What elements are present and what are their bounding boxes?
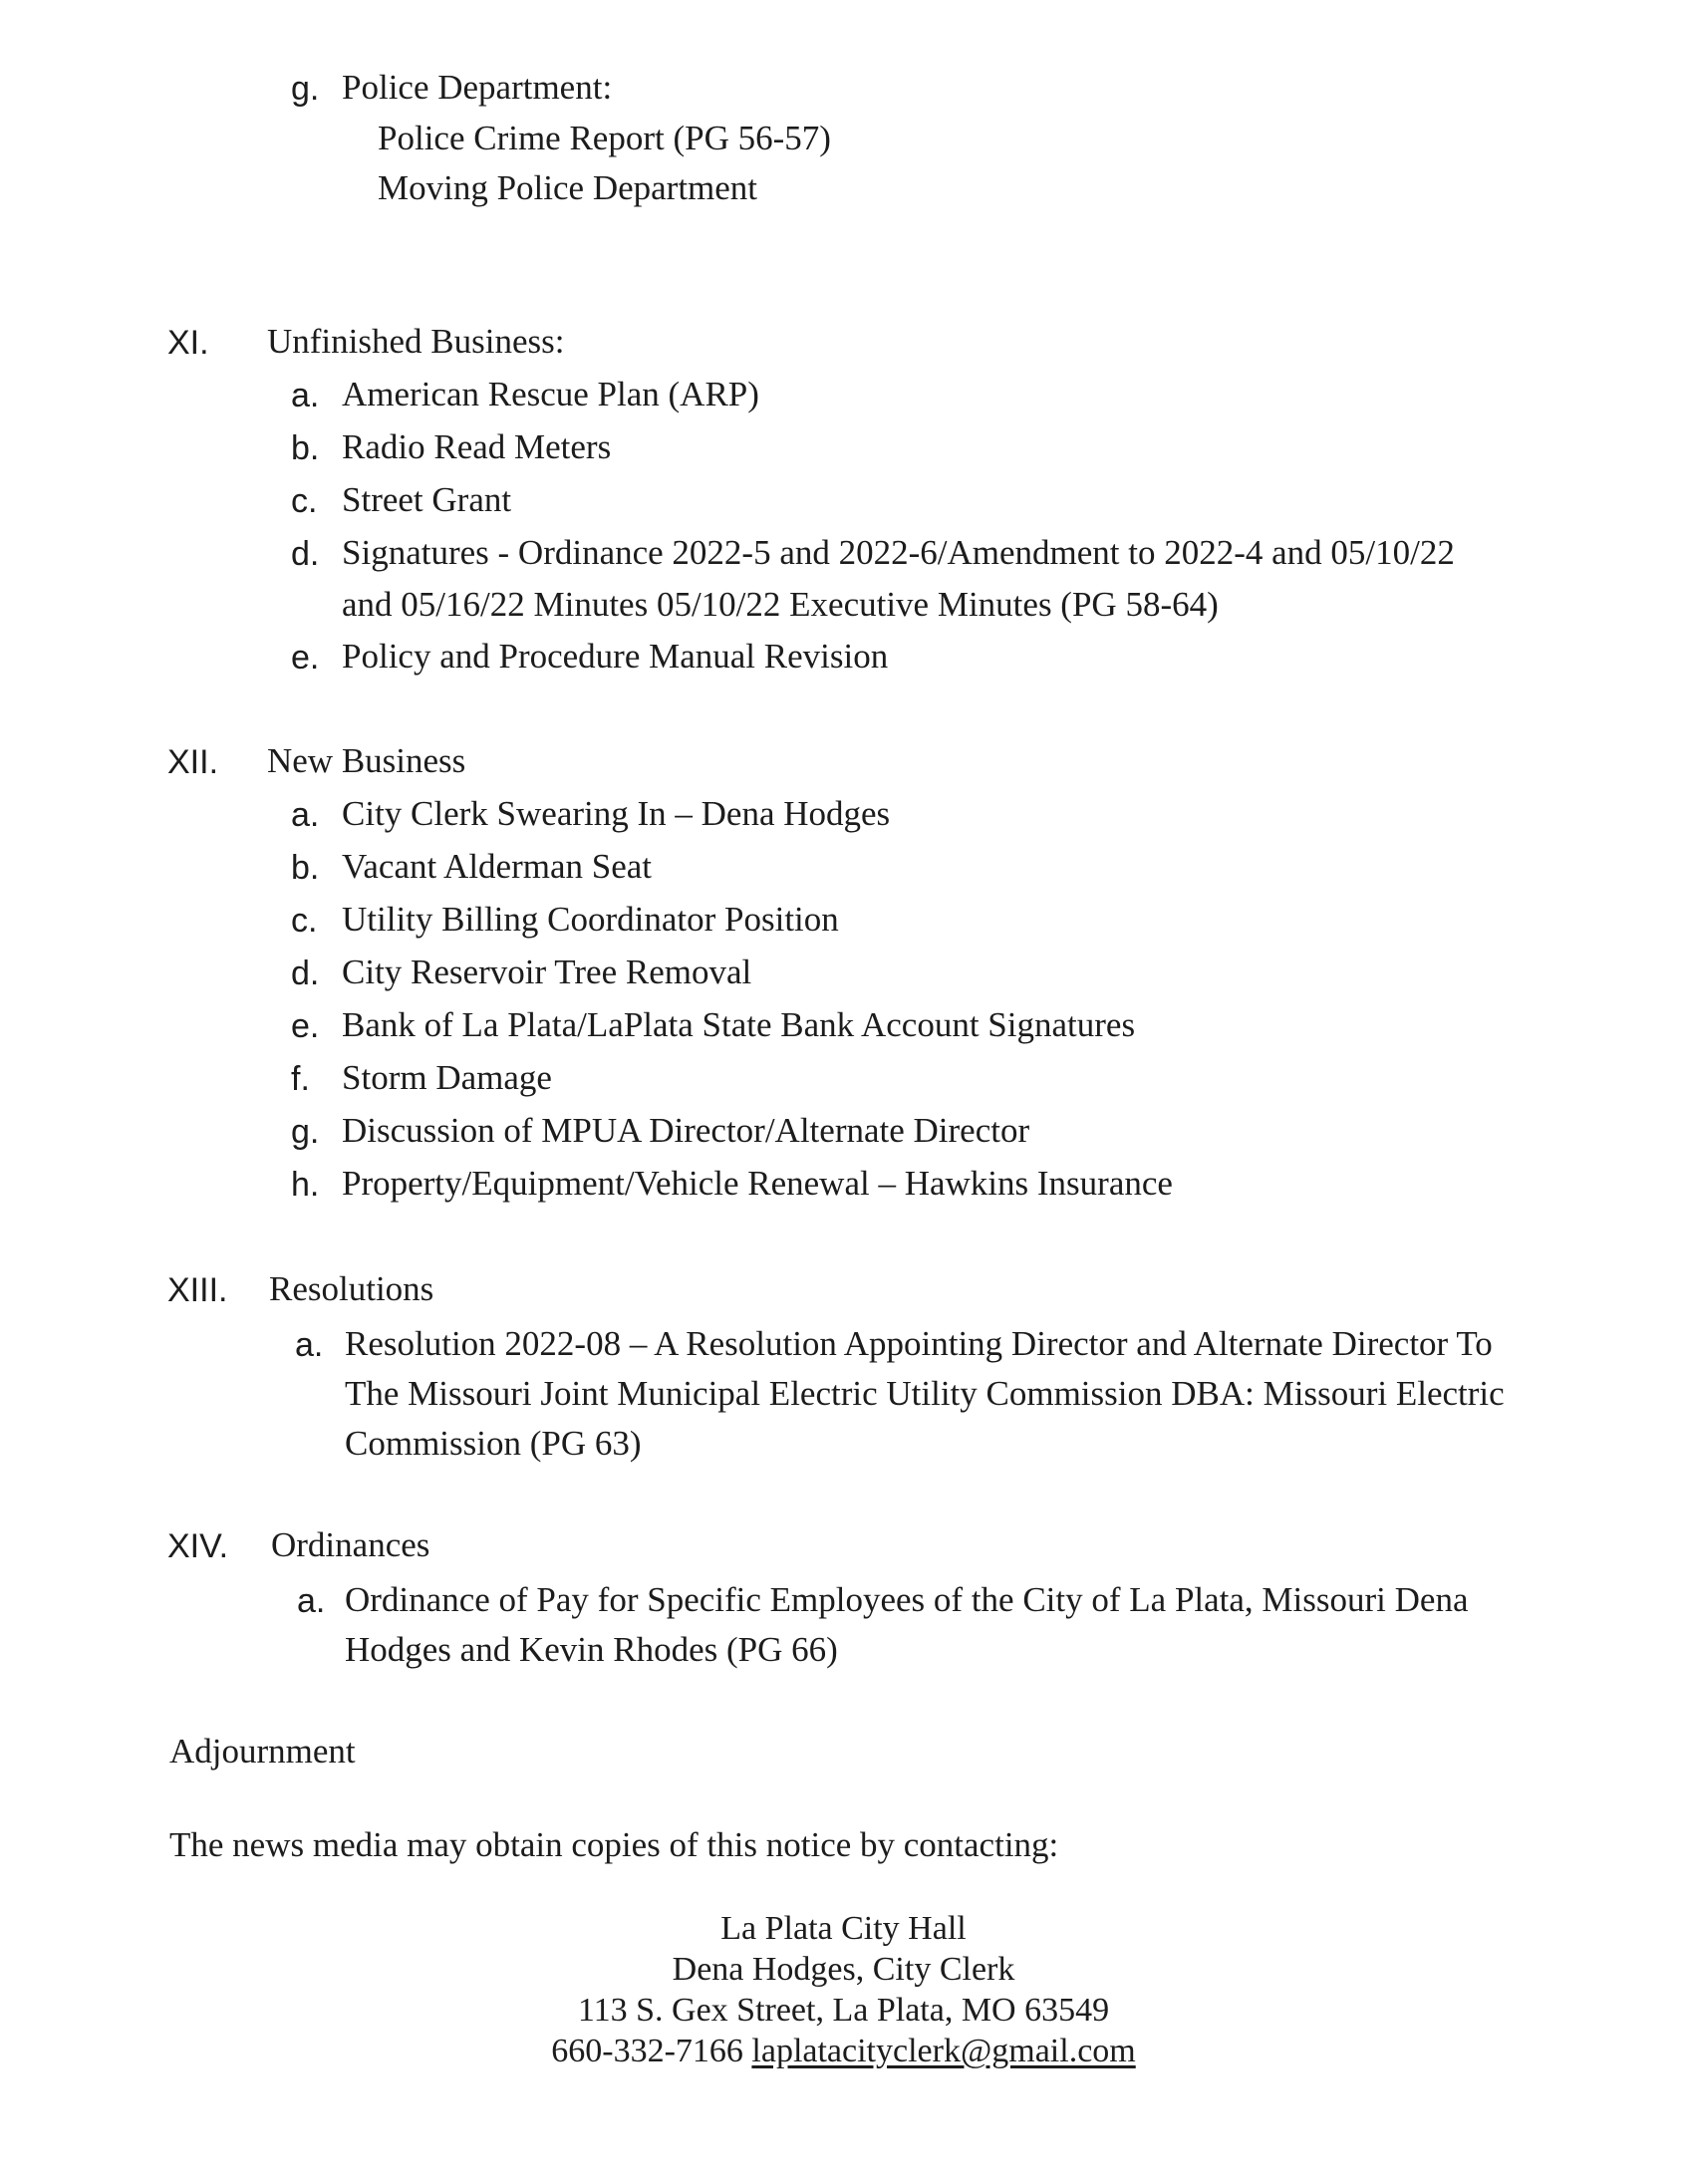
item-letter: a.	[291, 796, 320, 834]
section-numeral: XI.	[167, 324, 209, 362]
agenda-item-continuation: The Missouri Joint Municipal Electric Utility Commission DBA: Missouri Electric	[345, 1374, 1505, 1413]
agenda-item-continuation: Commission (PG 63)	[345, 1424, 642, 1463]
section-title-unfinished-business: Unfinished Business:	[267, 322, 565, 361]
item-letter: g.	[291, 70, 320, 108]
item-letter: h.	[291, 1166, 320, 1204]
item-letter: a.	[297, 1582, 326, 1620]
item-letter: e.	[291, 639, 320, 677]
section-numeral: XII.	[167, 743, 219, 781]
police-subitem: Moving Police Department	[378, 168, 758, 207]
contact-address: 113 S. Gex Street, La Plata, MO 63549	[577, 1992, 1110, 2029]
item-letter: c.	[291, 482, 318, 520]
police-department-title: Police Department:	[342, 68, 613, 107]
agenda-item: Property/Equipment/Vehicle Renewal – Hawkins Insurance	[342, 1164, 1173, 1203]
police-subitem: Police Crime Report (PG 56-57)	[378, 119, 831, 157]
agenda-item-continuation: and 05/16/22 Minutes 05/10/22 Executive Minutes (PG 58-64)	[342, 585, 1219, 624]
section-numeral: XIII.	[167, 1271, 228, 1309]
item-letter: g.	[291, 1113, 320, 1151]
agenda-item: Policy and Procedure Manual Revision	[342, 637, 889, 676]
section-title-new-business: New Business	[267, 741, 466, 780]
agenda-item: City Reservoir Tree Removal	[342, 953, 752, 991]
agenda-item-continuation: Hodges and Kevin Rhodes (PG 66)	[345, 1630, 838, 1669]
item-letter: a.	[295, 1326, 324, 1364]
agenda-item: Utility Billing Coordinator Position	[342, 900, 839, 939]
section-title-ordinances: Ordinances	[271, 1525, 430, 1564]
section-numeral: XIV.	[167, 1527, 229, 1565]
item-letter: d.	[291, 535, 320, 573]
contact-phone: 660-332-7166	[551, 2033, 743, 2069]
adjournment: Adjournment	[169, 1732, 356, 1771]
item-letter: b.	[291, 429, 320, 467]
contact-email-link[interactable]: laplatacityclerk@gmail.com	[751, 2033, 1136, 2069]
item-letter: e.	[291, 1007, 320, 1045]
agenda-item: Radio Read Meters	[342, 427, 612, 466]
section-title-resolutions: Resolutions	[269, 1269, 434, 1308]
agenda-item: Street Grant	[342, 480, 512, 519]
item-letter: f.	[291, 1060, 310, 1098]
item-letter: c.	[291, 902, 318, 940]
agenda-item: Storm Damage	[342, 1058, 552, 1097]
item-letter: b.	[291, 849, 320, 887]
agenda-item: Bank of La Plata/LaPlata State Bank Account Signatures	[342, 1005, 1136, 1044]
agenda-item: Vacant Alderman Seat	[342, 847, 653, 886]
contact-name: Dena Hodges, City Clerk	[672, 1951, 1015, 1988]
agenda-item: Ordinance of Pay for Specific Employees of the City of La Plata, Missouri Dena	[345, 1580, 1469, 1619]
contact-office: La Plata City Hall	[720, 1910, 967, 1947]
agenda-item: American Rescue Plan (ARP)	[342, 375, 759, 413]
agenda-item: Resolution 2022-08 – A Resolution Appointing Director and Alternate Director To	[345, 1324, 1493, 1363]
item-letter: d.	[291, 955, 320, 992]
item-letter: a.	[291, 377, 320, 414]
agenda-item: Discussion of MPUA Director/Alternate Director	[342, 1111, 1030, 1150]
notice-text: The news media may obtain copies of this notice by contacting:	[169, 1825, 1059, 1864]
agenda-item: Signatures - Ordinance 2022-5 and 2022-6/Amendment to 2022-4 and 05/10/22	[342, 533, 1455, 572]
agenda-item: City Clerk Swearing In – Dena Hodges	[342, 794, 891, 833]
contact-line	[0, 2035, 1687, 2068]
